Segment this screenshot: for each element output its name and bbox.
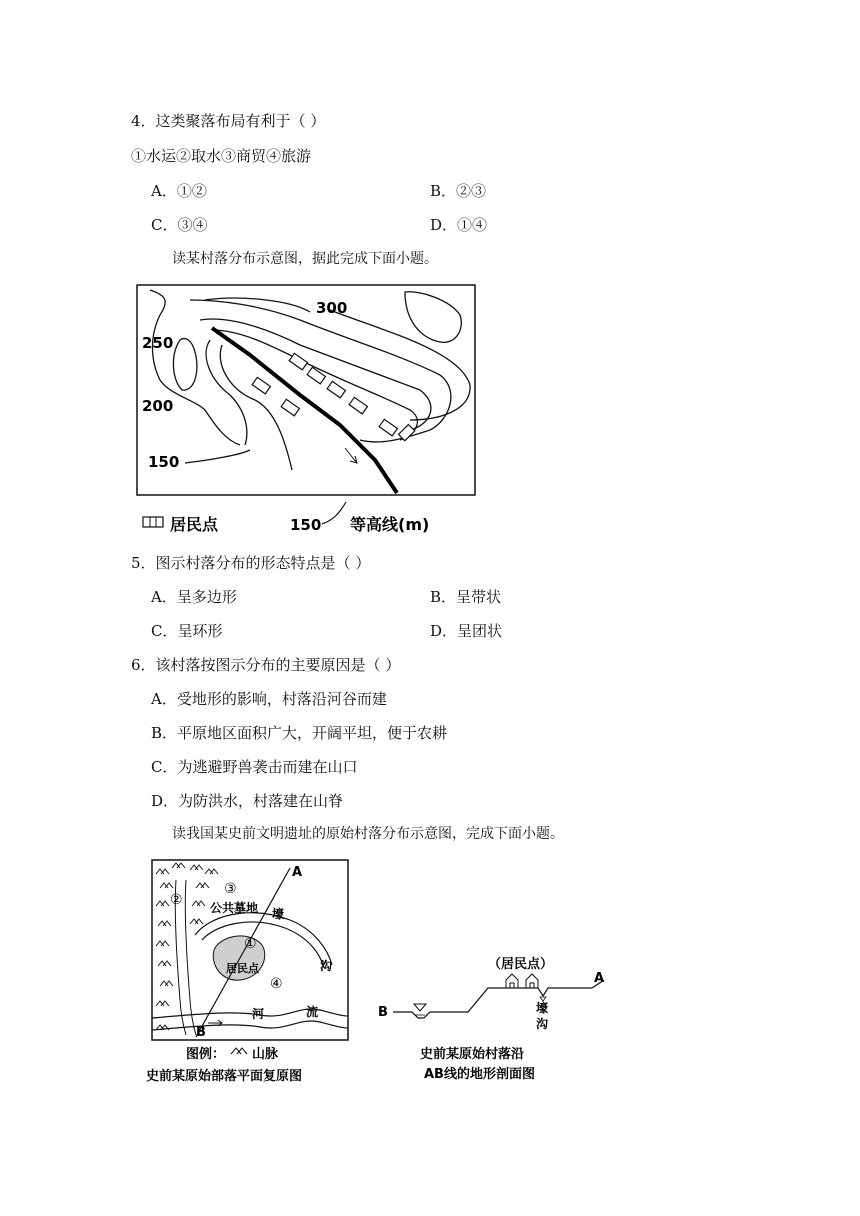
profile-settlement: （居民点） [488,957,554,972]
map2-caption: 史前某原始部落平面复原图 [146,1069,303,1084]
tribe-plan-map [140,852,360,1088]
map2-settlement: 居民点 [226,962,259,975]
intro-map1: 读某村落分布示意图，据此完成下面小题。 [172,251,438,267]
map2-point-b: B [196,1025,206,1040]
q6-option-c[interactable]: C．为逃避野兽袭击而建在山口 [151,758,358,776]
village-contour-map [120,278,490,540]
map2-legend-label: 图例： [186,1047,226,1062]
intro-map2: 读我国某史前文明遗址的原始村落分布示意图，完成下面小题。 [172,826,564,842]
legend-contour-label: 等高线(m) [350,515,430,534]
q4-option-a[interactable]: A．①② [151,182,207,200]
contour-label-200: 200 [142,397,174,415]
q4-option-d[interactable]: D．①④ [430,216,488,234]
q4-stem: 4．这类聚落布局有利于（ ） [131,112,326,130]
map2-mark-2: ② [170,892,183,908]
legend-settlement-label: 居民点 [170,515,219,534]
map2-trench-2: 沟 [320,959,333,973]
q6-option-b[interactable]: B．平原地区面积广大，开阔平坦，便于农耕 [151,724,448,742]
profile-trench-2: 沟 [536,1017,549,1031]
map2-river-1: 河 [252,1007,265,1021]
map2-cemetery: 公共墓地 [210,901,259,915]
profile-trench-1: 壕 [536,1001,549,1015]
q4-items: ①水运②取水③商贸④旅游 [131,147,312,165]
map2-legend-mountain: 山脉 [252,1047,279,1062]
map2-river-2: 流 [306,1005,319,1019]
q6-stem: 6．该村落按图示分布的主要原因是（ ） [131,656,401,674]
profile-caption-1: 史前某原始村落沿 [420,1047,525,1062]
ab-profile-diagram [372,944,612,1088]
profile-point-b: B [378,1005,388,1020]
map1-legend [143,502,429,534]
q4-option-c[interactable]: C．③④ [151,216,208,234]
map2-mark-4: ④ [270,976,283,992]
map2-mark-1: ① [244,936,257,952]
q5-stem: 5．图示村落分布的形态特点是（ ） [131,554,371,572]
map2-mark-3: ③ [224,881,237,897]
q5-option-d[interactable]: D．呈团状 [430,622,503,640]
contour-label-250: 250 [142,334,174,352]
profile-caption-2: AB线的地形剖面图 [424,1067,535,1082]
legend-contour-value: 150 [290,516,322,534]
q5-option-c[interactable]: C．呈环形 [151,622,223,640]
q5-option-a[interactable]: A．呈多边形 [151,588,237,606]
map2-trench-1: 壕 [272,907,285,921]
q4-option-b[interactable]: B．②③ [430,182,487,200]
contour-label-150: 150 [148,453,180,471]
q5-option-b[interactable]: B．呈带状 [430,588,502,606]
contour-label-300: 300 [316,299,348,317]
profile-point-a: A [594,971,605,986]
map2-point-a: A [292,865,303,880]
q6-option-a[interactable]: A．受地形的影响，村落沿河谷而建 [151,690,387,708]
q6-option-d[interactable]: D．为防洪水，村落建在山脊 [151,792,344,810]
